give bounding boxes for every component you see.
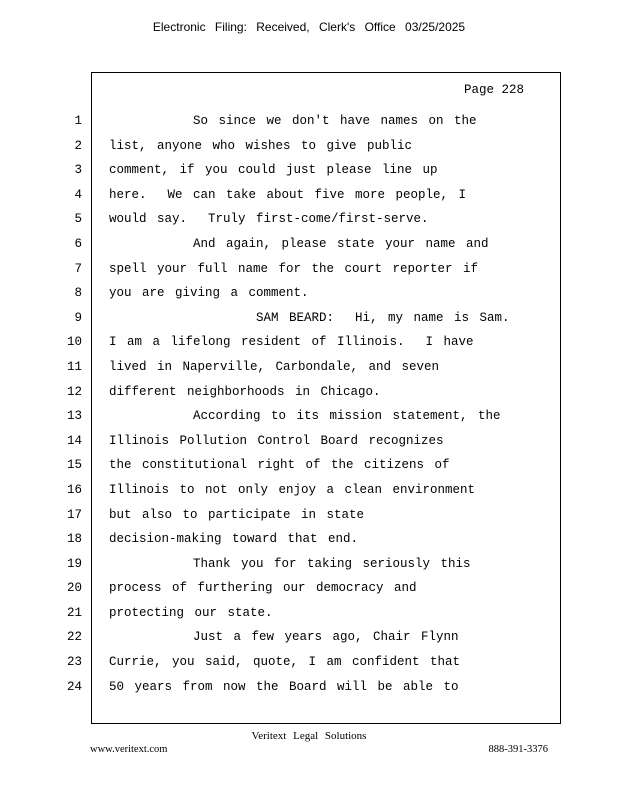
line-number: 7 [74, 261, 82, 276]
line-number: 19 [66, 556, 82, 571]
line-number: 2 [74, 138, 82, 153]
page-number: Page 228 [463, 83, 524, 97]
transcript-line: SAM BEARD: Hi, my name is Sam. [109, 310, 510, 325]
footer-company: Veritext Legal Solutions [251, 730, 367, 742]
footer-phone: 888-391-3376 [488, 744, 548, 755]
line-number: 5 [74, 212, 82, 227]
line-number: 16 [66, 482, 82, 497]
transcript-line: According to its mission statement, the [109, 409, 501, 424]
footer-website: www.veritext.com [90, 744, 168, 755]
transcript-line: So since we don't have names on the [109, 114, 477, 128]
transcript-line: would say. Truly first-come/first-serve. [109, 212, 429, 227]
transcript-line: protecting our state. [109, 605, 273, 620]
line-number: 23 [66, 655, 82, 670]
line-number: 8 [74, 286, 82, 301]
line-number: 14 [66, 433, 82, 448]
transcript-line: the constitutional right of the citizens of [109, 458, 450, 473]
line-number: 17 [66, 507, 82, 522]
transcript-line: 50 years from now the Board will be able to [109, 679, 459, 694]
line-number: 11 [66, 359, 82, 374]
transcript-line: but also to participate in state [109, 507, 365, 522]
transcript-line: I am a lifelong resident of Illinois. I have [109, 335, 474, 350]
transcript-line: process of furthering our democracy and [109, 581, 417, 596]
transcript-line: Just a few years ago, Chair Flynn [109, 630, 459, 645]
transcript-line: you are giving a comment. [109, 286, 309, 301]
line-number: 1 [74, 114, 82, 128]
transcript-text [109, 112, 549, 702]
transcript-line: different neighborhoods in Chicago. [109, 384, 381, 399]
line-number: 12 [66, 384, 82, 399]
line-number: 15 [66, 458, 82, 473]
transcript-line: Illinois to not only enjoy a clean environment [109, 482, 476, 497]
line-number: 6 [74, 236, 82, 251]
line-number: 9 [74, 310, 82, 325]
line-number: 4 [74, 187, 82, 202]
transcript-line: spell your full name for the court reporter if [109, 261, 479, 276]
transcript-line: comment, if you could just please line up [109, 163, 438, 178]
transcript-line: lived in Naperville, Carbondale, and seven [109, 359, 440, 374]
transcript-line: decision-making toward that end. [109, 532, 359, 547]
line-number-column [56, 112, 82, 702]
transcript-line: Thank you for taking seriously this [109, 556, 471, 571]
line-number: 20 [66, 581, 82, 596]
line-number: 3 [74, 163, 82, 178]
transcript-line: And again, please state your name and [109, 236, 489, 251]
filing-stamp-header: Electronic Filing: Received, Clerk's Office 03/25/2025 [152, 20, 466, 34]
line-number: 24 [66, 679, 82, 694]
transcript-line: list, anyone who wishes to give public [109, 138, 413, 153]
line-number: 21 [66, 605, 82, 620]
line-number: 13 [66, 409, 82, 424]
transcript-line: here. We can take about five more people, I [109, 187, 467, 202]
line-number: 18 [66, 532, 82, 547]
line-number: 10 [66, 335, 82, 350]
line-number: 22 [66, 630, 82, 645]
transcript-line: Currie, you said, quote, I am confident that [109, 655, 461, 670]
transcript-line: Illinois Pollution Control Board recognizes [109, 433, 444, 448]
